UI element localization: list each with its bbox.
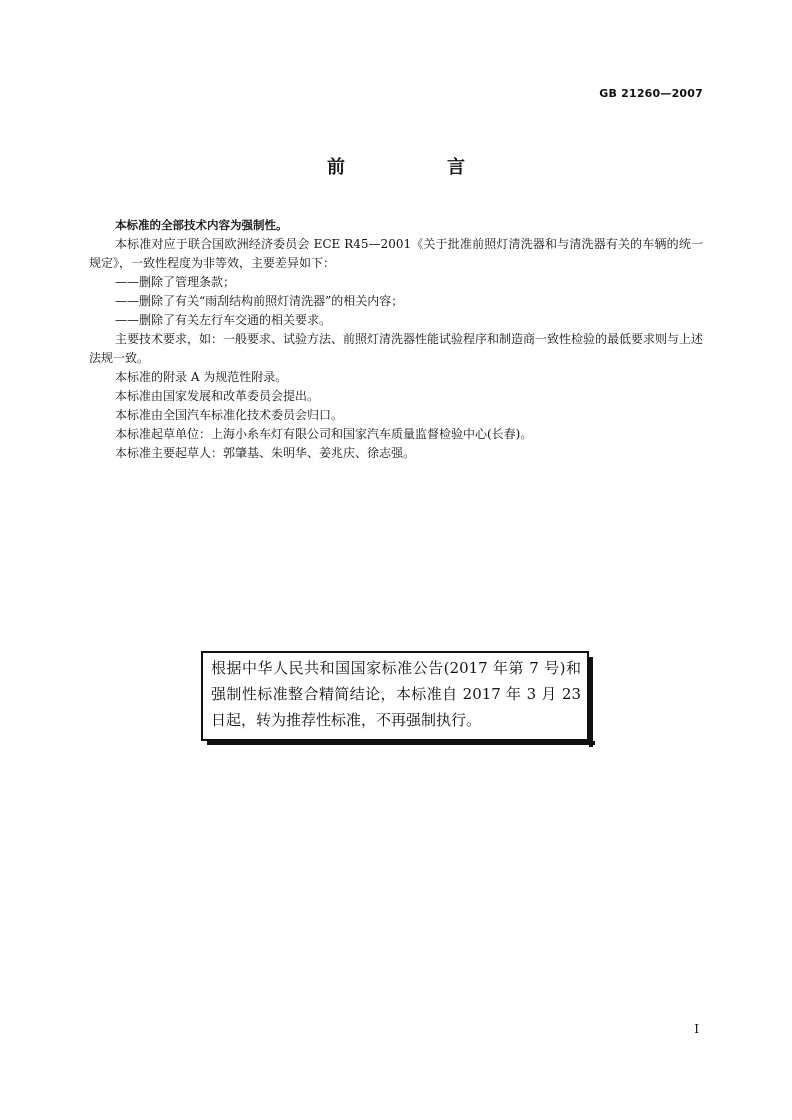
notice-box: [201, 651, 589, 741]
standard-code: GB 21260—2007: [599, 87, 703, 100]
paragraph-committee: 本标准由全国汽车标准化技术委员会归口。: [115, 408, 344, 422]
paragraph-drafters: 本标准主要起草人：郭肇基、朱明华、姜兆庆、徐志强。: [115, 446, 416, 460]
list-item: ——删除了有关“雨刮结构前照灯清洗器”的相关内容；: [115, 294, 404, 308]
list-item: ——删除了有关左行车交通的相关要求。: [115, 313, 332, 327]
list-item: ——删除了管理条款；: [115, 275, 236, 289]
page-title: 前 言: [327, 157, 507, 178]
notice-shadow-bottom: [207, 741, 595, 745]
notice-shadow-right: [589, 657, 593, 747]
paragraph-proposer: 本标准由国家发展和改革委员会提出。: [115, 389, 320, 403]
paragraph-correspondence: 本标准对应于联合国欧洲经济委员会 ECE R45—2001《关于批准前照灯清洗器和与清洗器有关的车辆的统一规定》，一致性程度为非等效，主要差异如下：: [89, 237, 703, 270]
page-number: I: [694, 1022, 699, 1036]
paragraph-drafting-units: 本标准起草单位：上海小糸车灯有限公司和国家汽车质量监督检验中心(长春)。: [115, 427, 533, 441]
paragraph-annex: 本标准的附录 A 为规范性附录。: [115, 370, 288, 384]
notice-text: 根据中华人民共和国国家标准公告(2017 年第 7 号)和强制性标准整合精简结论，本标准自 2017 年 3 月 23 日起，转为推荐性标准，不再强制执行。: [211, 659, 581, 729]
paragraph-requirements: 主要技术要求，如：一般要求、试验方法、前照灯清洗器性能试验程序和制造商一致性检验的最低要求则与上述法规一致。: [89, 332, 704, 365]
foreword-body: [89, 216, 703, 463]
paragraph-mandatory: 本标准的全部技术内容为强制性。: [115, 218, 288, 232]
